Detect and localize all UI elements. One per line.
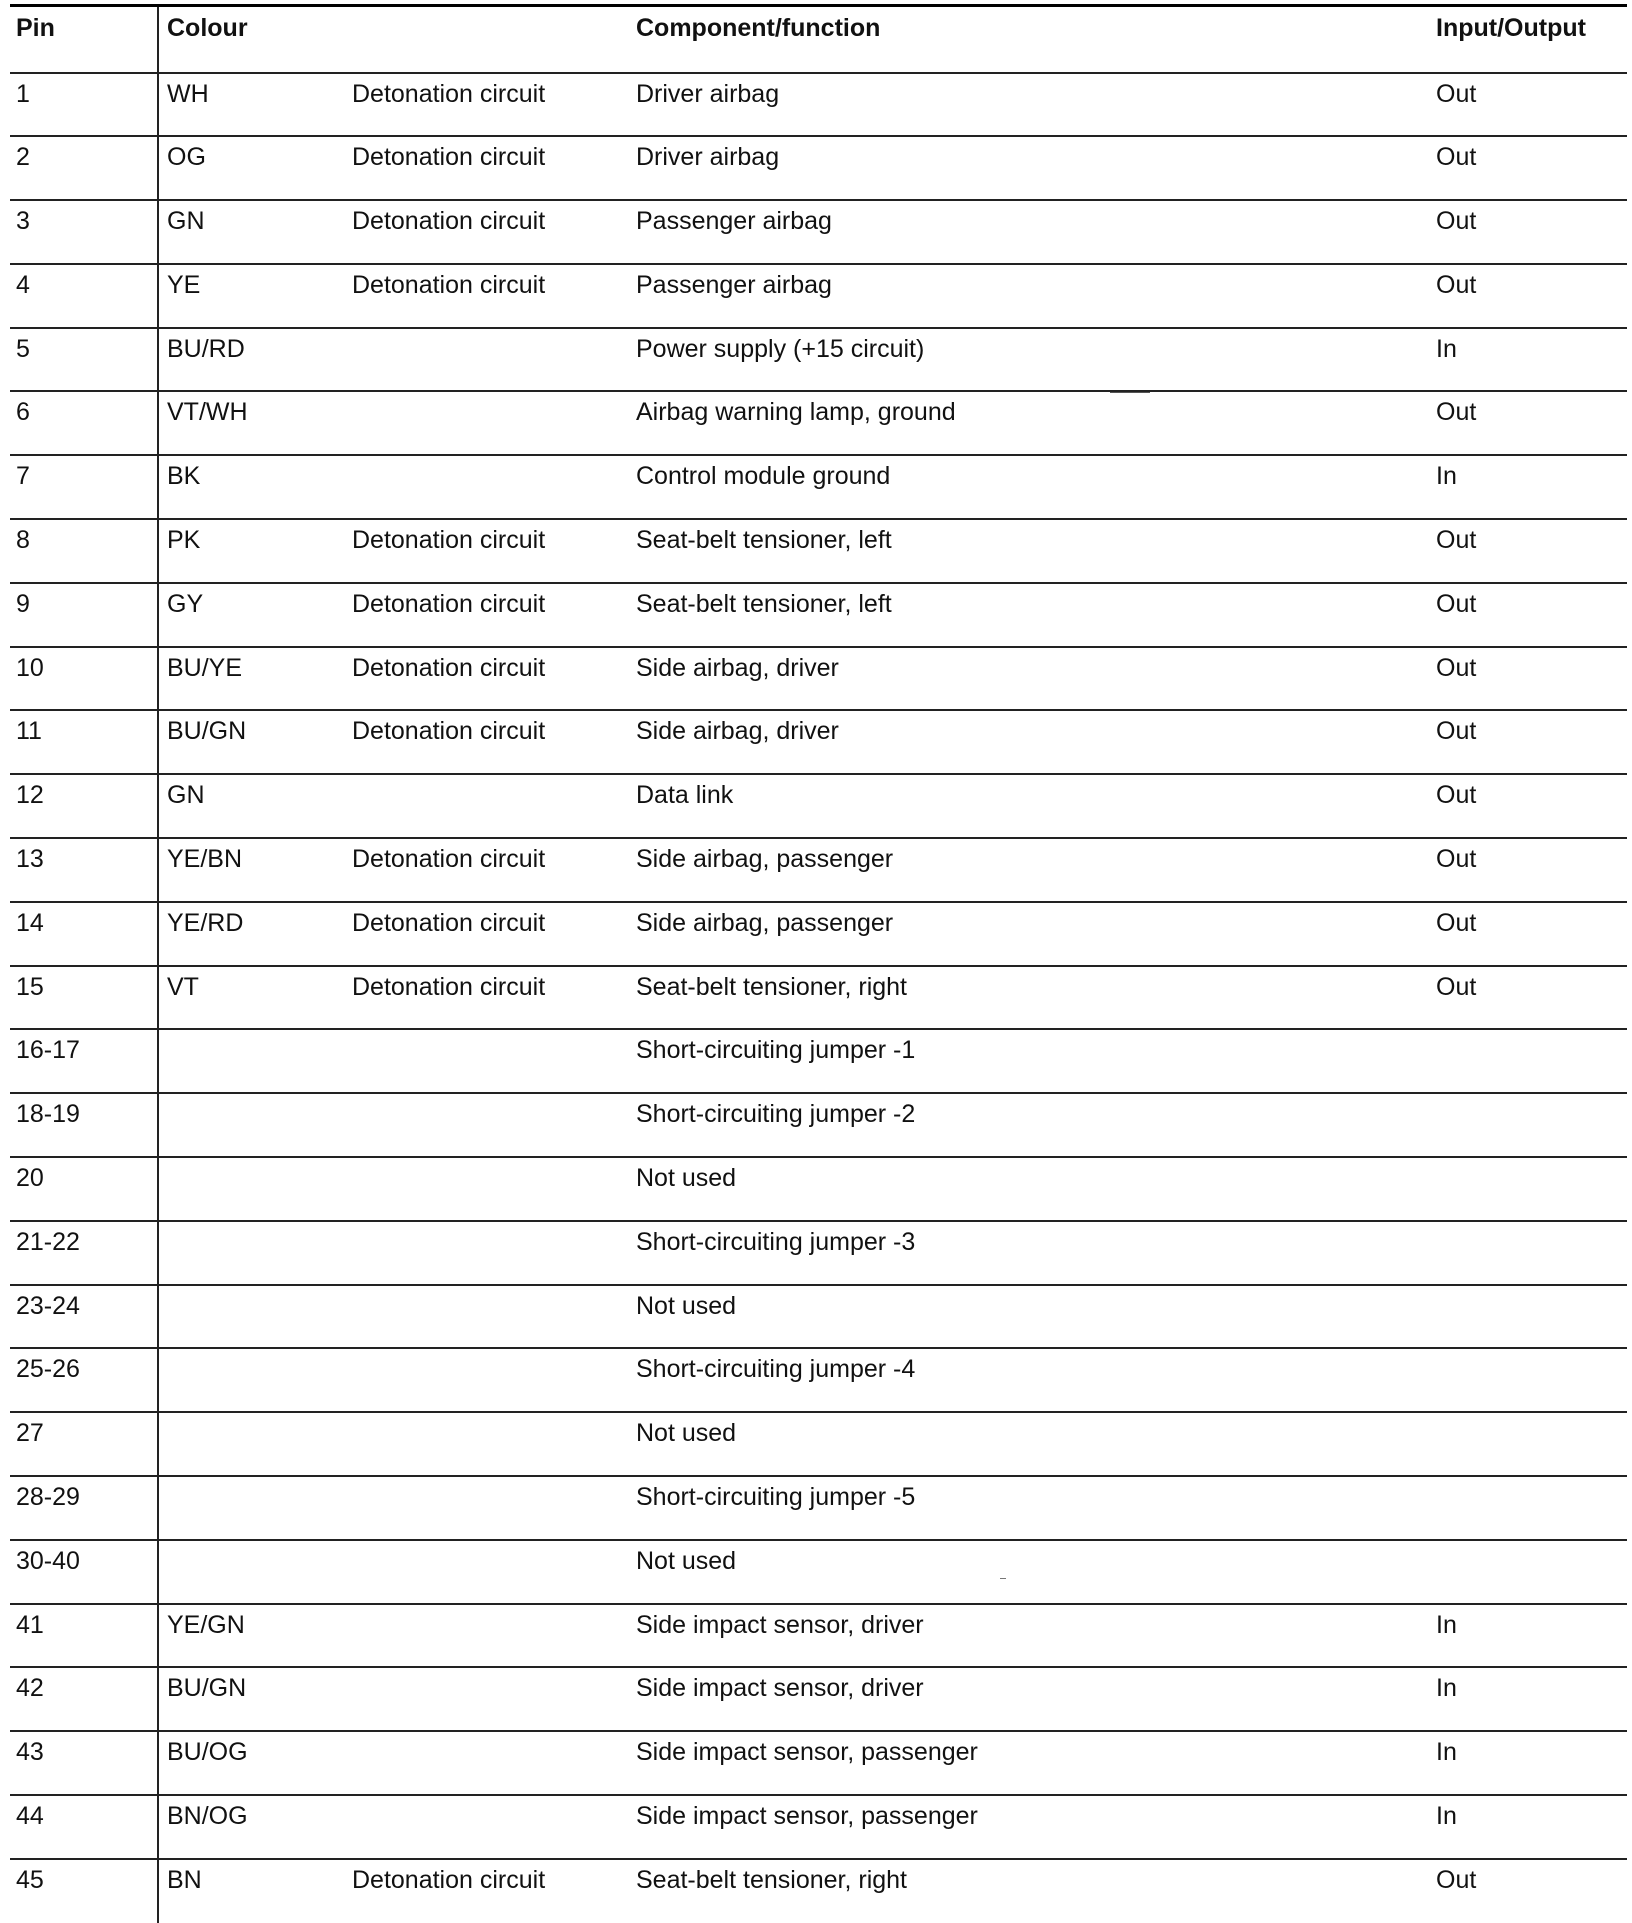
table-row — [10, 838, 1627, 902]
cell-input-output: Out — [1436, 589, 1477, 618]
cell-pin: 12 — [16, 781, 44, 810]
cell-input-output: Out — [1436, 270, 1477, 299]
cell-colour: GN — [158, 200, 352, 264]
table-row — [10, 1221, 1627, 1285]
table-row — [10, 774, 1627, 838]
table-row — [10, 136, 1627, 200]
cell-function: Side impact sensor, driver — [636, 1674, 924, 1703]
table-row — [10, 1540, 1627, 1604]
header-colour: Colour — [158, 6, 352, 73]
cell-colour: YE/GN — [158, 1604, 352, 1668]
cell-function: Not used — [636, 1546, 737, 1575]
cell-function: Short-circuiting jumper -1 — [636, 1036, 916, 1065]
cell-colour — [158, 1157, 352, 1221]
cell-colour: GN — [158, 774, 352, 838]
cell-input-output: Out — [1436, 1865, 1477, 1894]
cell-function: Not used — [636, 1419, 737, 1448]
cell-function: Seat-belt tensioner, right — [636, 1865, 907, 1894]
cell-function: Data link — [636, 781, 734, 810]
cell-input-output — [1436, 1348, 1627, 1412]
cell-function: Passenger airbag — [636, 270, 832, 299]
cell-circuit: Detonation circuit — [352, 270, 546, 299]
cell-function: Driver airbag — [636, 79, 780, 108]
cell-circuit — [352, 1221, 636, 1285]
cell-pin: 14 — [16, 908, 44, 937]
table-row — [10, 1667, 1627, 1731]
cell-input-output: Out — [1436, 526, 1477, 555]
cell-input-output: Out — [1436, 972, 1477, 1001]
cell-function: Side impact sensor, passenger — [636, 1738, 978, 1767]
cell-colour: YE — [158, 264, 352, 328]
cell-function: Short-circuiting jumper -4 — [636, 1355, 916, 1384]
cell-pin: 9 — [16, 589, 30, 618]
table-row — [10, 1604, 1627, 1668]
cell-circuit: Detonation circuit — [352, 143, 546, 172]
cell-pin: 10 — [16, 653, 44, 682]
header-function: Component/function — [636, 14, 881, 42]
cell-colour — [158, 1476, 352, 1540]
cell-circuit — [352, 1157, 636, 1221]
table-row — [10, 455, 1627, 519]
table-row — [10, 966, 1627, 1030]
cell-colour: GY — [158, 583, 352, 647]
cell-colour: YE/RD — [158, 902, 352, 966]
cell-circuit — [352, 1540, 636, 1604]
cell-colour: BK — [158, 455, 352, 519]
cell-colour: VT — [158, 966, 352, 1030]
cell-circuit — [352, 1667, 636, 1731]
table-row — [10, 1859, 1627, 1923]
header-input-output: Input/Output — [1436, 14, 1586, 42]
cell-circuit: Detonation circuit — [352, 207, 546, 236]
cell-colour — [158, 1285, 352, 1349]
cell-circuit: Detonation circuit — [352, 79, 546, 108]
cell-circuit: Detonation circuit — [352, 717, 546, 746]
cell-colour — [158, 1540, 352, 1604]
cell-input-output — [1436, 1285, 1627, 1349]
table-row — [10, 328, 1627, 392]
cell-pin: 4 — [16, 270, 30, 299]
table-row — [10, 1348, 1627, 1412]
cell-colour: VT/WH — [158, 391, 352, 455]
cell-pin: 41 — [16, 1610, 44, 1639]
cell-pin: 30-40 — [16, 1546, 80, 1575]
scan-artifact-line — [1110, 392, 1150, 393]
cell-function: Short-circuiting jumper -3 — [636, 1227, 916, 1256]
cell-circuit: Detonation circuit — [352, 972, 546, 1001]
cell-function: Airbag warning lamp, ground — [636, 398, 956, 427]
cell-pin: 28-29 — [16, 1483, 80, 1512]
table-row — [10, 1285, 1627, 1349]
cell-circuit: Detonation circuit — [352, 1865, 546, 1894]
cell-colour — [158, 1412, 352, 1476]
cell-function: Side airbag, passenger — [636, 908, 894, 937]
cell-input-output: Out — [1436, 845, 1477, 874]
cell-pin: 2 — [16, 143, 30, 172]
cell-input-output: Out — [1436, 653, 1477, 682]
cell-colour — [158, 1221, 352, 1285]
cell-circuit: Detonation circuit — [352, 908, 546, 937]
table-row — [10, 264, 1627, 328]
cell-pin: 8 — [16, 526, 30, 555]
cell-function: Power supply (+15 circuit) — [636, 334, 925, 363]
cell-pin: 18-19 — [16, 1100, 80, 1129]
cell-circuit — [352, 1731, 636, 1795]
cell-colour: BN/OG — [158, 1795, 352, 1859]
table-row — [10, 902, 1627, 966]
cell-colour: BU/RD — [158, 328, 352, 392]
cell-circuit — [352, 1029, 636, 1093]
table-row — [10, 200, 1627, 264]
table-row — [10, 583, 1627, 647]
cell-function: Side impact sensor, passenger — [636, 1802, 978, 1831]
cell-input-output — [1436, 1093, 1627, 1157]
cell-input-output: Out — [1436, 398, 1477, 427]
cell-function: Control module ground — [636, 462, 891, 491]
cell-circuit — [352, 391, 636, 455]
cell-pin: 6 — [16, 398, 30, 427]
cell-circuit — [352, 774, 636, 838]
table-row — [10, 1476, 1627, 1540]
cell-input-output — [1436, 1029, 1627, 1093]
table-row — [10, 73, 1627, 137]
cell-colour: BU/GN — [158, 1667, 352, 1731]
cell-colour: YE/BN — [158, 838, 352, 902]
cell-input-output: Out — [1436, 717, 1477, 746]
cell-circuit — [352, 1795, 636, 1859]
table-row — [10, 710, 1627, 774]
cell-colour: WH — [158, 73, 352, 137]
cell-circuit — [352, 1604, 636, 1668]
cell-input-output: Out — [1436, 143, 1477, 172]
pin-assignment-table — [10, 4, 1627, 1923]
cell-pin: 15 — [16, 972, 44, 1001]
cell-circuit: Detonation circuit — [352, 653, 546, 682]
cell-colour — [158, 1093, 352, 1157]
cell-pin: 7 — [16, 462, 30, 491]
cell-pin: 20 — [16, 1164, 44, 1193]
cell-colour: PK — [158, 519, 352, 583]
cell-circuit — [352, 455, 636, 519]
cell-colour: BU/GN — [158, 710, 352, 774]
cell-colour — [158, 1029, 352, 1093]
cell-colour: BU/YE — [158, 647, 352, 711]
cell-circuit — [352, 1412, 636, 1476]
cell-input-output: In — [1436, 462, 1457, 491]
table-row — [10, 1157, 1627, 1221]
cell-pin: 23-24 — [16, 1291, 80, 1320]
cell-function: Not used — [636, 1291, 737, 1320]
cell-pin: 45 — [16, 1865, 44, 1894]
table-header — [10, 6, 1627, 73]
table-body — [10, 73, 1627, 1923]
cell-function: Side airbag, passenger — [636, 845, 894, 874]
cell-function: Passenger airbag — [636, 207, 832, 236]
cell-pin: 13 — [16, 845, 44, 874]
cell-circuit — [352, 1348, 636, 1412]
table-row — [10, 1093, 1627, 1157]
cell-circuit: Detonation circuit — [352, 589, 546, 618]
cell-function: Side impact sensor, driver — [636, 1610, 924, 1639]
cell-circuit — [352, 1093, 636, 1157]
header-pin: Pin — [16, 14, 55, 42]
cell-input-output — [1436, 1476, 1627, 1540]
cell-input-output: In — [1436, 334, 1457, 363]
cell-colour: BU/OG — [158, 1731, 352, 1795]
cell-function: Side airbag, driver — [636, 717, 839, 746]
cell-pin: 44 — [16, 1802, 44, 1831]
cell-pin: 5 — [16, 334, 30, 363]
cell-colour: OG — [158, 136, 352, 200]
table-row — [10, 1029, 1627, 1093]
cell-function: Side airbag, driver — [636, 653, 839, 682]
cell-function: Not used — [636, 1164, 737, 1193]
cell-function: Seat-belt tensioner, right — [636, 972, 907, 1001]
cell-circuit — [352, 1476, 636, 1540]
cell-pin: 21-22 — [16, 1227, 80, 1256]
cell-input-output: In — [1436, 1802, 1457, 1831]
table-row — [10, 1731, 1627, 1795]
cell-colour: BN — [158, 1859, 352, 1923]
cell-pin: 27 — [16, 1419, 44, 1448]
cell-function: Short-circuiting jumper -5 — [636, 1483, 916, 1512]
cell-pin: 16-17 — [16, 1036, 80, 1065]
cell-input-output: Out — [1436, 781, 1477, 810]
cell-pin: 25-26 — [16, 1355, 80, 1384]
cell-input-output — [1436, 1221, 1627, 1285]
table-row — [10, 1412, 1627, 1476]
cell-function: Seat-belt tensioner, left — [636, 589, 892, 618]
cell-input-output — [1436, 1540, 1627, 1604]
cell-pin: 1 — [16, 79, 30, 108]
cell-input-output: In — [1436, 1610, 1457, 1639]
cell-pin: 11 — [16, 717, 42, 746]
cell-circuit — [352, 328, 636, 392]
cell-input-output: In — [1436, 1738, 1457, 1767]
cell-pin: 3 — [16, 207, 30, 236]
cell-input-output — [1436, 1412, 1627, 1476]
table-row — [10, 519, 1627, 583]
cell-input-output: Out — [1436, 207, 1477, 236]
cell-function: Seat-belt tensioner, left — [636, 526, 892, 555]
table-row — [10, 1795, 1627, 1859]
cell-colour — [158, 1348, 352, 1412]
cell-pin: 42 — [16, 1674, 44, 1703]
cell-input-output: Out — [1436, 908, 1477, 937]
cell-circuit — [352, 1285, 636, 1349]
scan-artifact-dot — [1000, 1578, 1006, 1579]
header-circuit — [352, 6, 636, 73]
table-row — [10, 391, 1627, 455]
header-row — [10, 6, 1627, 73]
table-row — [10, 647, 1627, 711]
cell-input-output: In — [1436, 1674, 1457, 1703]
cell-circuit: Detonation circuit — [352, 526, 546, 555]
cell-circuit: Detonation circuit — [352, 845, 546, 874]
cell-function: Driver airbag — [636, 143, 780, 172]
cell-input-output — [1436, 1157, 1627, 1221]
cell-pin: 43 — [16, 1738, 44, 1767]
cell-input-output: Out — [1436, 79, 1477, 108]
cell-function: Short-circuiting jumper -2 — [636, 1100, 916, 1129]
